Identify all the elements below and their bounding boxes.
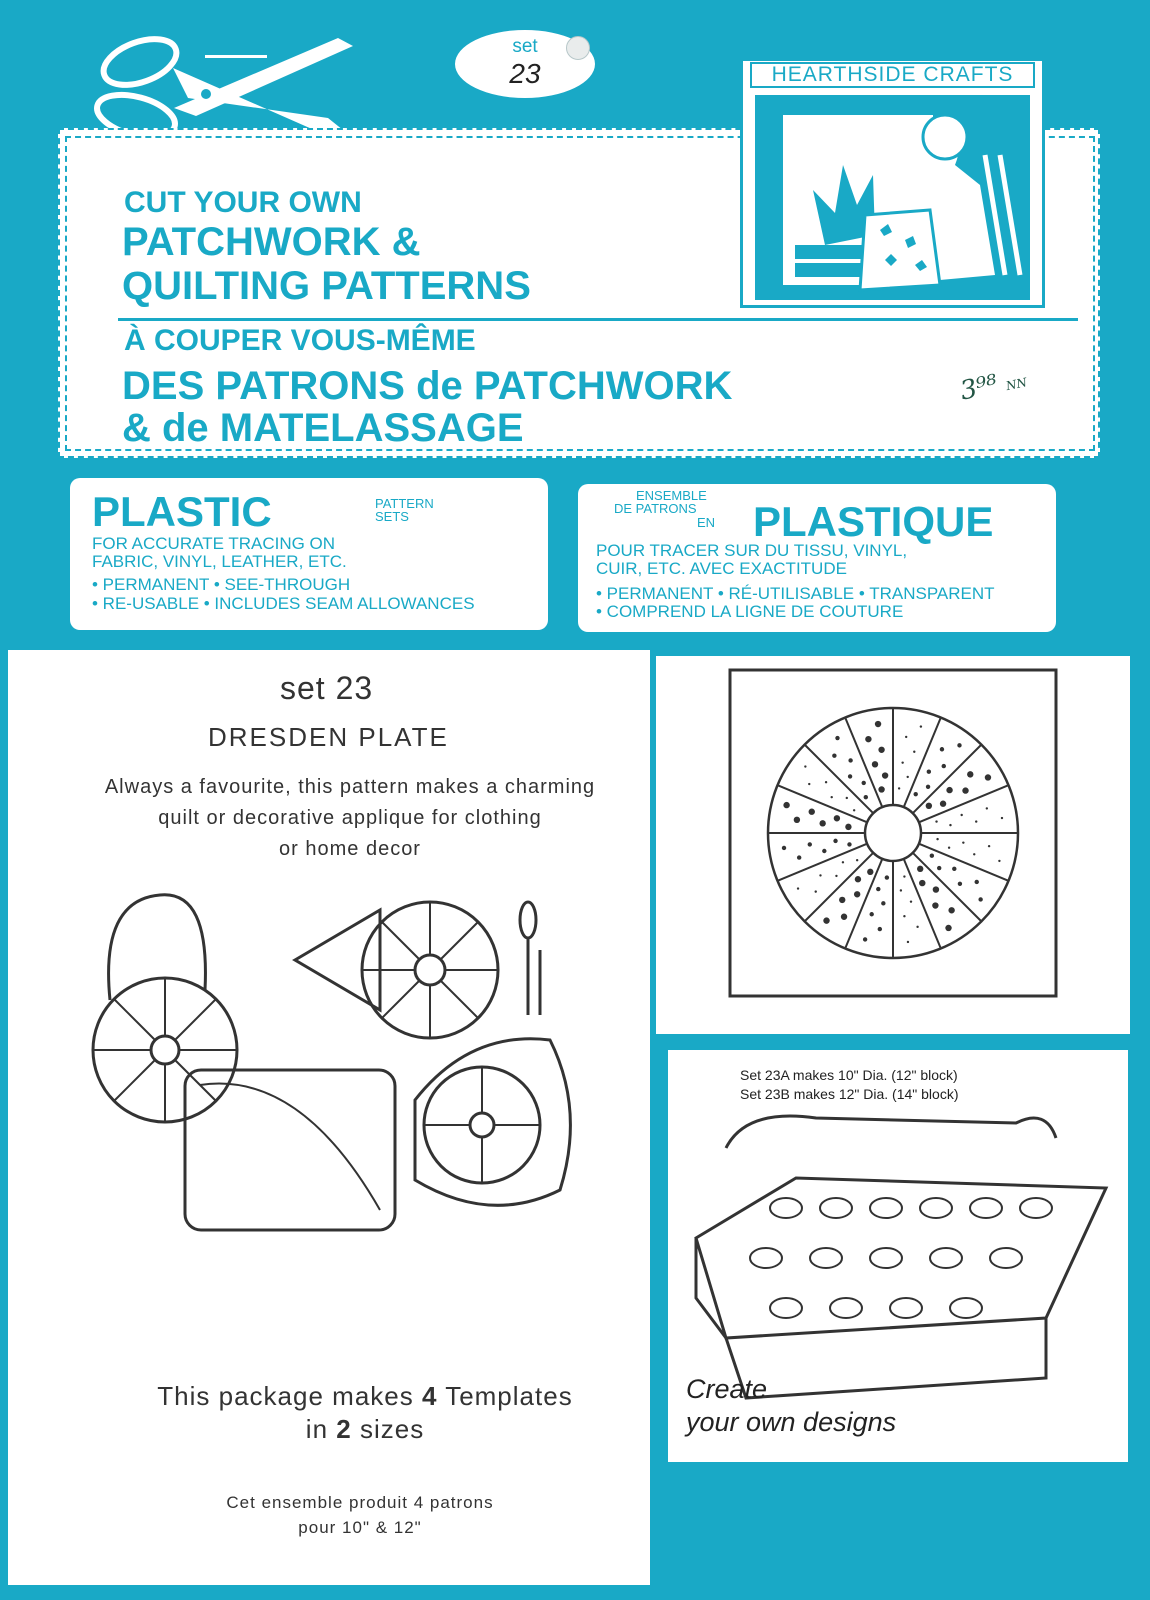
set-tag-label: set (512, 36, 538, 57)
plate-seam (913, 745, 982, 814)
plastic-en-line-1: FOR ACCURATE TRACING ON (92, 534, 336, 553)
makes-line2-suffix: sizes (351, 1414, 425, 1444)
package-contents-fr (160, 1490, 560, 1540)
fabric-print-dot (945, 925, 951, 931)
quilt-block-wheel (820, 1198, 852, 1218)
quilt-block-wheel (810, 1248, 842, 1268)
dresden-plate-block-illustration (728, 668, 1058, 998)
fabric-print-dot (962, 787, 968, 793)
set-tag-number: 23 (509, 58, 541, 89)
fabric-print-dot (898, 787, 900, 789)
fabric-print-dot (900, 889, 902, 891)
plastic-title-en: PLASTIC (92, 488, 272, 535)
fabric-print-dot (822, 849, 826, 853)
product-description (40, 772, 660, 865)
fabric-print-dot (865, 736, 871, 742)
fabric-print-dot (846, 797, 848, 799)
price-note: NN (1004, 375, 1029, 394)
fabric-print-dot (926, 803, 932, 809)
fabric-print-dot (797, 887, 799, 889)
plastic-small-2: SETS (375, 509, 409, 524)
size-note-1: Set 23A makes 10" Dia. (12" block) (740, 1067, 958, 1083)
fabric-print-dot (907, 776, 909, 778)
fabric-print-dot (901, 761, 903, 763)
fabric-print-dot (930, 854, 934, 858)
quilter-by-fireplace-illustration (755, 95, 1030, 300)
plate-seam (805, 853, 874, 922)
fabric-print-dot (946, 787, 952, 793)
quilt-block-wheel (830, 1298, 862, 1318)
fabric-print-dot (839, 897, 845, 903)
quilt-block-wheel (870, 1198, 902, 1218)
fabric-print-dot (862, 781, 866, 785)
fabric-print-dot (919, 880, 925, 886)
fabric-print-dot (878, 786, 884, 792)
fabric-print-dot (797, 855, 801, 859)
headline-en-3: QUILTING PATTERNS (122, 264, 531, 308)
fabric-print-dot (926, 785, 930, 789)
fabric-print-dot (878, 927, 882, 931)
quilt-block-wheel (770, 1298, 802, 1318)
fabric-print-dot (794, 817, 800, 823)
fabric-print-dot (978, 897, 982, 901)
quilt-block-wheel (870, 1248, 902, 1268)
quilt-block-wheel (1020, 1198, 1052, 1218)
fabric-print-dot (948, 847, 950, 849)
plate-seam (904, 718, 941, 808)
quilt-block-wheel (750, 1248, 782, 1268)
create-your-own-designs (686, 1373, 896, 1439)
fabric-print-dot (864, 795, 868, 799)
plastique-small-1: ENSEMBLE (636, 488, 707, 503)
quilt-block-wheel (950, 1298, 982, 1318)
fabric-print-dot (998, 860, 1000, 862)
fabric-print-dot (842, 861, 844, 863)
fabric-print-dot (920, 725, 922, 727)
fabric-print-dot (804, 765, 806, 767)
fabric-print-dot (942, 764, 946, 768)
plastique-small-2: DE PATRONS (614, 501, 697, 516)
fabric-print-dot (854, 891, 860, 897)
create-line-2: your own designs (686, 1407, 897, 1437)
brand-name: HEARTHSIDE CRAFTS (750, 62, 1035, 88)
fabric-print-dot (848, 774, 852, 778)
makes-prefix: This package makes (157, 1381, 422, 1411)
headline-en-2: PATCHWORK & (122, 220, 421, 264)
fabric-print-dot (907, 941, 909, 943)
fabric-print-dot (878, 747, 884, 753)
plastique-line-4: • COMPREND LA LIGNE DE COUTURE (596, 602, 904, 621)
fabric-print-dot (935, 820, 937, 822)
headline-en-1: CUT YOUR OWN (124, 186, 362, 219)
fabric-print-dot (832, 754, 836, 758)
fabric-print-dot (808, 842, 812, 846)
plastique-small-3: EN (697, 515, 716, 530)
size-note-2: Set 23B makes 12" Dia. (14" block) (740, 1086, 959, 1102)
fabric-print-dot (967, 771, 973, 777)
fabric-print-dot (809, 809, 815, 815)
plate-seam (845, 859, 882, 949)
fabric-print-dot (927, 770, 931, 774)
fabric-print-dot (819, 820, 825, 826)
fabric-print-dot (917, 866, 923, 872)
fabric-print-dot (856, 859, 858, 861)
fabric-print-dot (835, 736, 839, 740)
fabric-print-dot (913, 751, 915, 753)
fabric-print-dot (783, 802, 789, 808)
plastique-line-1: POUR TRACER SUR DU TISSU, VINYL, (596, 541, 908, 560)
plastique-line-3: • PERMANENT • RÉ-UTILISABLE • TRANSPARENT (596, 584, 995, 603)
fabric-print-dot (833, 839, 837, 843)
fabric-print-dot (975, 820, 977, 822)
fabric-print-dot (808, 783, 810, 785)
headline-divider (118, 318, 1078, 321)
fabric-print-dot (881, 901, 885, 905)
fabric-print-dot (841, 914, 847, 920)
fabric-print-dot (815, 890, 817, 892)
plastic-info-en (70, 478, 548, 630)
fabric-print-dot (875, 721, 881, 727)
fabric-print-dot (988, 845, 990, 847)
fabric-print-dot (782, 846, 786, 850)
plate-seam (778, 785, 868, 822)
fabric-print-dot (957, 743, 961, 747)
plastic-small-1: PATTERN (375, 496, 434, 511)
quilt-block-wheel (920, 1198, 952, 1218)
plastic-info-fr (578, 484, 1056, 632)
fabric-print-dot (940, 747, 944, 751)
plastique-line-2: CUIR, ETC. AVEC EXACTITUDE (596, 559, 847, 578)
fabric-print-dot (823, 917, 829, 923)
quilt-block-wheel (970, 1198, 1002, 1218)
plate-seam (778, 844, 868, 881)
cet-line-1: Cet ensemble produit 4 patrons (226, 1493, 494, 1512)
fabric-print-dot (867, 869, 873, 875)
plate-seam (913, 853, 982, 922)
desc-line-2: quilt or decorative applique for clothing (158, 807, 542, 829)
price-value: 3⁹⁸ (957, 369, 1001, 407)
fabric-print-dot (847, 842, 851, 846)
create-line-1: Create (686, 1374, 768, 1404)
quilt-block-wheel (770, 1198, 802, 1218)
fabric-print-dot (872, 761, 878, 767)
fabric-print-dot (948, 907, 954, 913)
fabric-print-dot (876, 887, 880, 891)
fabric-print-dot (903, 875, 905, 877)
applications-illustration (80, 880, 640, 1240)
fabric-print-dot (870, 912, 874, 916)
makes-mid: Templates (437, 1381, 573, 1411)
product-set-title: set 23 (280, 670, 374, 706)
fabric-print-dot (853, 809, 855, 811)
fabric-print-dot (903, 915, 905, 917)
headline-fr-1: À COUPER VOUS-MÊME (124, 324, 476, 357)
fabric-print-dot (819, 874, 821, 876)
fabric-print-dot (985, 774, 991, 780)
plastic-en-line-3: • PERMANENT • SEE-THROUGH (92, 575, 351, 594)
plastique-title: PLASTIQUE (753, 498, 994, 545)
fabric-print-dot (825, 781, 827, 783)
fabric-print-dot (952, 867, 956, 871)
headline-fr-3: & de MATELASSAGE (122, 406, 524, 450)
fabric-print-dot (845, 824, 851, 830)
hang-hole (566, 36, 590, 60)
size-note (740, 1066, 958, 1104)
product-name: DRESDEN PLATE (208, 722, 449, 752)
fabric-print-dot (932, 902, 938, 908)
quilt-block-wheel (930, 1248, 962, 1268)
fabric-print-dot (863, 937, 867, 941)
fabric-print-dot (831, 796, 833, 798)
fabric-print-dot (975, 880, 979, 884)
fabric-print-dot (848, 758, 852, 762)
fabric-print-dot (962, 841, 964, 843)
fabric-print-dot (949, 824, 951, 826)
desc-line-3: or home decor (279, 838, 421, 860)
makes-line-2 (85, 1413, 645, 1446)
fabric-print-dot (834, 815, 840, 821)
fabric-print-dot (905, 736, 907, 738)
fabric-print-dot (960, 814, 962, 816)
plate-seam (805, 745, 874, 814)
plastic-en-line-4: • RE-USABLE • INCLUDES SEAM ALLOWANCES (92, 594, 475, 613)
cet-line-2: pour 10" & 12" (298, 1518, 422, 1537)
makes-count: 4 (421, 1381, 438, 1411)
quilt-block-wheel (890, 1298, 922, 1318)
fabric-print-dot (973, 853, 975, 855)
desc-line-1: Always a favourite, this pattern makes a charming (104, 776, 596, 798)
plate-seam (919, 844, 1009, 881)
fabric-print-dot (916, 926, 918, 928)
headline-fr-2: DES PATRONS de PATCHWORK (122, 364, 733, 408)
fabric-print-dot (986, 807, 988, 809)
makes-line-1 (85, 1380, 645, 1413)
fabric-print-dot (910, 900, 912, 902)
fabric-print-dot (940, 801, 946, 807)
plastic-en-line-2: FABRIC, VINYL, LEATHER, ETC. (92, 552, 347, 571)
package-contents (85, 1380, 645, 1446)
bed-quilt-illustration (686, 1108, 1116, 1408)
fabric-print-dot (882, 772, 888, 778)
fabric-print-dot (855, 876, 861, 882)
quilt-block-wheel (990, 1248, 1022, 1268)
fabric-print-dot (1001, 817, 1003, 819)
fabric-print-dot (835, 875, 837, 877)
fabric-print-dot (885, 875, 889, 879)
fabric-print-dot (958, 882, 962, 886)
fabric-print-dot (937, 866, 941, 870)
fabric-print-dot (914, 792, 918, 796)
makes-sizes: 2 (336, 1414, 352, 1444)
makes-line2-prefix: in (305, 1414, 337, 1444)
fabric-print-dot (936, 838, 938, 840)
fabric-print-dot (933, 886, 939, 892)
